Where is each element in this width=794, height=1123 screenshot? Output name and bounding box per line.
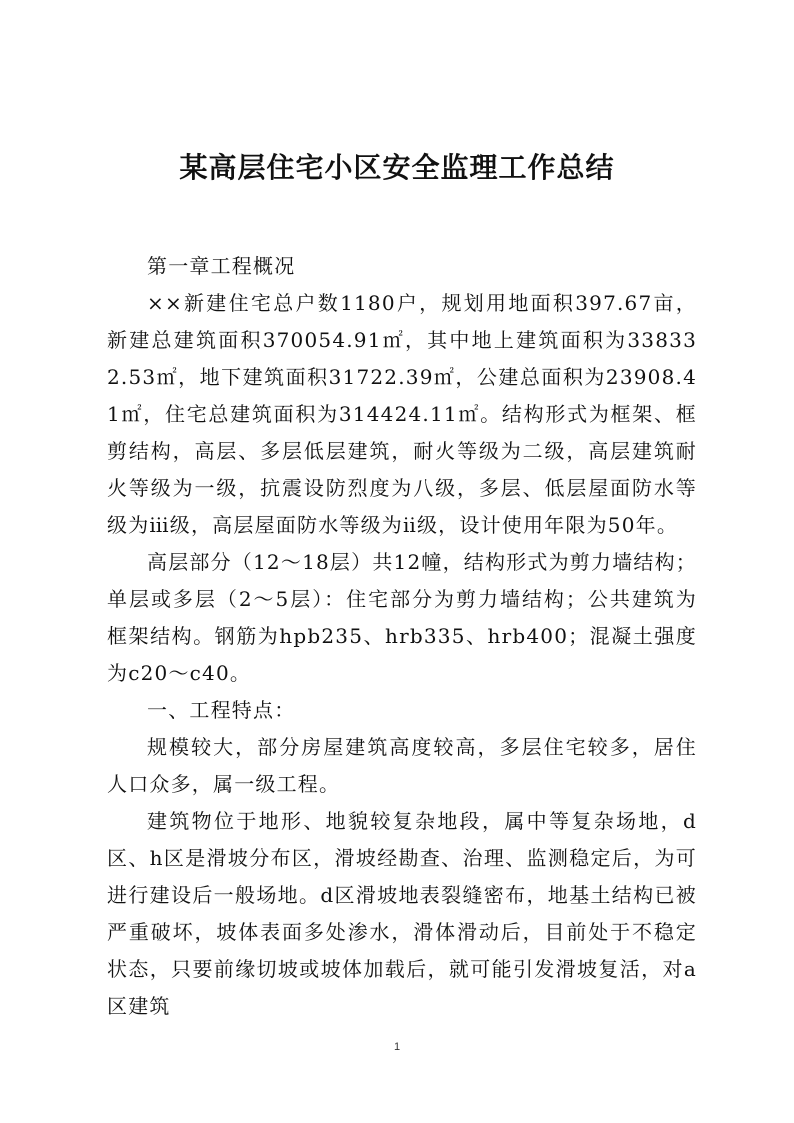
chapter-heading: 第一章工程概况	[147, 254, 296, 278]
document-body	[107, 248, 697, 1025]
paragraph-site-conditions: 建筑物位于地形、地貌较复杂地段，属中等复杂场地，d区、h区是滑坡分布区，滑坡经勘查、治理、监测稳定后，为可进行建设后一般场地。d区滑坡地表裂缝密布，地基土结构已被严重破坏，坡体表面多处渗水，滑体滑动后，目前处于不稳定状态，只要前缘切坡或坡体加载后，就可能引发滑坡复活，对a区建筑	[107, 809, 697, 1018]
page-number: 1	[393, 1041, 401, 1053]
paragraph-scale: 规模较大，部分房屋建筑高度较高，多层住宅较多，居住人口众多，属一级工程。	[107, 735, 697, 796]
paragraph-project-overview: ××新建住宅总户数1180户，规划用地面积397.67亩，新建总建筑面积370054.91㎡，其中地上建筑面积为338332.53㎡，地下建筑面积31722.39㎡，公建总面积为23908.41㎡，住宅总建筑面积为314424.11㎡。结构形式为框架、框剪结构，高层、多层低层建筑，耐火等级为二级，高层建筑耐火等级为一级，抗震设防烈度为八级，多层、低层屋面防水等级为ⅲ级，高层屋面防水等级为ⅱ级，设计使用年限为50年。	[107, 291, 697, 537]
document-title: 某高层住宅小区安全监理工作总结	[179, 151, 615, 184]
paragraph-structure: 高层部分（12～18层）共12幢，结构形式为剪力墙结构；单层或多层（2～5层）：住宅部分为剪力墙结构；公共建筑为框架结构。钢筋为hpb235、hrb335、hrb400；混凝土强度为c20～c40。	[107, 550, 697, 685]
section-heading-features: 一、工程特点：	[147, 698, 296, 722]
